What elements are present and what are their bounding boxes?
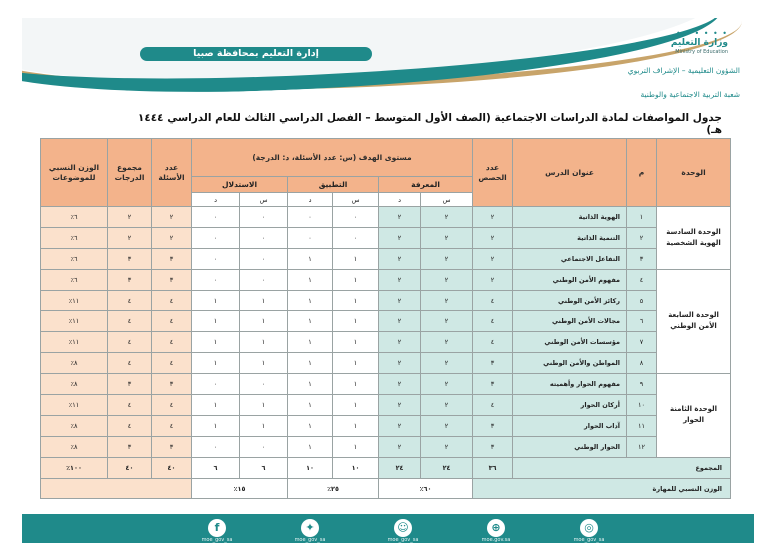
total-periods: ٣٦: [473, 457, 513, 478]
application-s-cell: ١: [333, 395, 379, 416]
lesson-number: ١٠: [627, 395, 657, 416]
weight-cell: ٨٪: [41, 374, 108, 395]
weight-cell: ٦٪: [41, 227, 108, 248]
header-weight: الوزن النسبي للموضوعات: [41, 139, 108, 207]
knowledge-s-cell: ٢: [421, 290, 473, 311]
lesson-number: ٦: [627, 311, 657, 332]
social-link[interactable]: [378, 516, 428, 543]
lesson-title: آداب الحوار: [513, 415, 627, 436]
periods-cell: ٢: [473, 248, 513, 269]
questions-cell: ٣: [152, 436, 192, 457]
facebook-icon: f: [208, 519, 226, 537]
application-s-cell: ٠: [333, 207, 379, 228]
header-reasoning: الاستدلال: [192, 177, 288, 193]
periods-cell: ٣: [473, 374, 513, 395]
questions-cell: ٤: [152, 332, 192, 353]
knowledge-s-cell: ٢: [421, 227, 473, 248]
header-num: م: [627, 139, 657, 207]
knowledge-d-cell: ٢: [379, 227, 421, 248]
total-knowledge-s: ٢٤: [421, 457, 473, 478]
social-link[interactable]: [285, 516, 335, 543]
reasoning-s-cell: ١: [240, 395, 288, 416]
reasoning-d-cell: ١: [192, 311, 240, 332]
reasoning-d-cell: ٠: [192, 436, 240, 457]
reasoning-s-cell: ١: [240, 290, 288, 311]
table-row: [41, 436, 731, 457]
lesson-title: أركان الحوار: [513, 395, 627, 416]
questions-cell: ٣: [152, 374, 192, 395]
twitter-icon: ✦: [301, 519, 319, 537]
periods-cell: ٤: [473, 395, 513, 416]
weight-cell: ٦٪: [41, 248, 108, 269]
reasoning-s-cell: ٠: [240, 374, 288, 395]
weight-cell: ٨٪: [41, 415, 108, 436]
lesson-title: مجالات الأمن الوطني: [513, 311, 627, 332]
header-knowledge: المعرفة: [379, 177, 473, 193]
knowledge-d-cell: ٢: [379, 207, 421, 228]
application-d-cell: ١: [288, 311, 333, 332]
application-d-cell: ٠: [288, 227, 333, 248]
lesson-number: ١٢: [627, 436, 657, 457]
periods-cell: ٢: [473, 269, 513, 290]
weight-cell: ١١٪: [41, 311, 108, 332]
total-application-s: ١٠: [333, 457, 379, 478]
application-s-cell: ١: [333, 415, 379, 436]
reasoning-s-cell: ١: [240, 332, 288, 353]
knowledge-d-cell: ٢: [379, 415, 421, 436]
lesson-number: ٢: [627, 227, 657, 248]
knowledge-s-cell: ٢: [421, 311, 473, 332]
header-d: د: [288, 193, 333, 207]
footer-bar: [22, 514, 754, 543]
total-marks: ٤٠: [108, 457, 152, 478]
document-page: [22, 18, 754, 543]
knowledge-s-cell: ٢: [421, 415, 473, 436]
knowledge-d-cell: ٢: [379, 436, 421, 457]
lesson-number: ٥: [627, 290, 657, 311]
reasoning-s-cell: ٠: [240, 207, 288, 228]
skill-weight-application: ٢٥٪: [288, 478, 379, 499]
unit-name: الوحدة السابعة الأمن الوطني: [657, 269, 731, 373]
lesson-title: مفهوم الحوار وأهميته: [513, 374, 627, 395]
marks-cell: ٤: [108, 311, 152, 332]
application-s-cell: ٠: [333, 227, 379, 248]
total-reasoning-s: ٦: [240, 457, 288, 478]
lesson-title: ركائز الأمن الوطني: [513, 290, 627, 311]
logo-dots-icon: • • • • • •: [675, 29, 728, 38]
weight-cell: ١١٪: [41, 332, 108, 353]
table-row: [41, 332, 731, 353]
periods-cell: ٣: [473, 436, 513, 457]
unit-name: الوحدة السادسة الهوية الشخصية: [657, 207, 731, 270]
marks-cell: ٤: [108, 353, 152, 374]
weight-cell: ١١٪: [41, 290, 108, 311]
application-s-cell: ١: [333, 248, 379, 269]
lesson-number: ١: [627, 207, 657, 228]
knowledge-s-cell: ٢: [421, 269, 473, 290]
questions-cell: ٤: [152, 395, 192, 416]
questions-cell: ٣: [152, 248, 192, 269]
lesson-title: التنمية الذاتية: [513, 227, 627, 248]
questions-cell: ٤: [152, 290, 192, 311]
lesson-number: ٤: [627, 269, 657, 290]
table-row: [41, 290, 731, 311]
header-s: س: [240, 193, 288, 207]
weight-cell: ٦٪: [41, 269, 108, 290]
knowledge-d-cell: ٢: [379, 332, 421, 353]
table-row: [41, 353, 731, 374]
application-s-cell: ١: [333, 353, 379, 374]
weight-cell: ٦٪: [41, 207, 108, 228]
total-questions: ٤٠: [152, 457, 192, 478]
reasoning-d-cell: ١: [192, 415, 240, 436]
skill-weight-label: الوزن النسبي للمهارة: [473, 478, 731, 499]
reasoning-d-cell: ٠: [192, 269, 240, 290]
skill-weight-blank: [41, 478, 192, 499]
questions-cell: ٢: [152, 207, 192, 228]
header-target-level: مستوى الهدف (س: عدد الأسئلة، د: الدرجة): [192, 139, 473, 177]
periods-cell: ٤: [473, 332, 513, 353]
table-row: [41, 269, 731, 290]
lesson-title: الحوار الوطني: [513, 436, 627, 457]
social-handle: moe_gov_sa: [573, 537, 605, 543]
lesson-number: ٨: [627, 353, 657, 374]
application-d-cell: ١: [288, 332, 333, 353]
weight-cell: ٨٪: [41, 436, 108, 457]
table-row: [41, 395, 731, 416]
knowledge-d-cell: ٢: [379, 311, 421, 332]
header-questions: عدد الأسئلة: [152, 139, 192, 207]
application-d-cell: ١: [288, 436, 333, 457]
knowledge-d-cell: ٢: [379, 353, 421, 374]
social-handle: moe_gov_sa: [201, 537, 233, 543]
reasoning-d-cell: ١: [192, 332, 240, 353]
table-row: [41, 207, 731, 228]
reasoning-d-cell: ٠: [192, 248, 240, 269]
globe-icon: ⊕: [487, 519, 505, 537]
knowledge-s-cell: ٢: [421, 332, 473, 353]
reasoning-s-cell: ١: [240, 311, 288, 332]
reasoning-d-cell: ٠: [192, 374, 240, 395]
knowledge-s-cell: ٢: [421, 436, 473, 457]
lesson-number: ٣: [627, 248, 657, 269]
reasoning-s-cell: ١: [240, 415, 288, 436]
lesson-title: مفهوم الأمن الوطني: [513, 269, 627, 290]
header-periods: عدد الحصص: [473, 139, 513, 207]
application-d-cell: ١: [288, 248, 333, 269]
affiliation-line-2: شعبة التربية الاجتماعية والوطنية: [640, 90, 740, 99]
reasoning-s-cell: ٠: [240, 227, 288, 248]
social-link[interactable]: [192, 516, 242, 543]
reasoning-d-cell: ١: [192, 395, 240, 416]
marks-cell: ٣: [108, 248, 152, 269]
lesson-title: الهوية الذاتية: [513, 207, 627, 228]
lesson-title: مؤسسات الأمن الوطني: [513, 332, 627, 353]
table-row: [41, 374, 731, 395]
application-d-cell: ١: [288, 353, 333, 374]
reasoning-d-cell: ٠: [192, 207, 240, 228]
social-handle: moe.gov.sa: [481, 537, 511, 543]
specification-table: [40, 138, 731, 499]
social-link[interactable]: [564, 516, 614, 543]
total-label: المجموع: [513, 457, 731, 478]
document-title: جدول المواصفات لمادة الدراسات الاجتماعية (الصف الأول المتوسط – الفصل الدراسي الثالث للعام الدراسي ١٤٤٤ هـ): [137, 112, 722, 136]
questions-cell: ٣: [152, 269, 192, 290]
skill-weight-row: [41, 478, 731, 499]
header-d: د: [192, 193, 240, 207]
snapchat-icon: ☺: [394, 519, 412, 537]
application-d-cell: ١: [288, 269, 333, 290]
reasoning-d-cell: ٠: [192, 227, 240, 248]
marks-cell: ٣: [108, 269, 152, 290]
reasoning-s-cell: ٠: [240, 248, 288, 269]
directorate-banner: إدارة التعليم بمحافظة صبيا: [140, 47, 372, 61]
periods-cell: ٣: [473, 353, 513, 374]
affiliation-line-1: الشؤون التعليمية – الإشراف التربوي: [627, 66, 740, 75]
total-row: [41, 457, 731, 478]
application-d-cell: ١: [288, 290, 333, 311]
social-handle: moe_gov_sa: [294, 537, 326, 543]
reasoning-d-cell: ١: [192, 353, 240, 374]
weight-cell: ١١٪: [41, 395, 108, 416]
lesson-number: ١١: [627, 415, 657, 436]
skill-weight-knowledge: ٦٠٪: [379, 478, 473, 499]
application-s-cell: ١: [333, 311, 379, 332]
marks-cell: ٣: [108, 374, 152, 395]
periods-cell: ٤: [473, 290, 513, 311]
reasoning-d-cell: ١: [192, 290, 240, 311]
ministry-name: وزارة التعليم: [670, 38, 728, 48]
application-s-cell: ١: [333, 374, 379, 395]
periods-cell: ٣: [473, 415, 513, 436]
knowledge-d-cell: ٢: [379, 374, 421, 395]
table-row: [41, 227, 731, 248]
lesson-number: ٧: [627, 332, 657, 353]
application-d-cell: ١: [288, 415, 333, 436]
questions-cell: ٢: [152, 227, 192, 248]
table-row: [41, 415, 731, 436]
lesson-number: ٩: [627, 374, 657, 395]
reasoning-s-cell: ٠: [240, 269, 288, 290]
knowledge-s-cell: ٢: [421, 395, 473, 416]
total-reasoning-d: ٦: [192, 457, 240, 478]
application-d-cell: ٠: [288, 207, 333, 228]
knowledge-s-cell: ٢: [421, 374, 473, 395]
ministry-sub: Ministry of Education: [675, 49, 728, 55]
knowledge-d-cell: ٢: [379, 269, 421, 290]
ministry-logo: [648, 30, 728, 60]
header-application: التطبيق: [288, 177, 379, 193]
instagram-icon: ◎: [580, 519, 598, 537]
total-knowledge-d: ٢٤: [379, 457, 421, 478]
application-d-cell: ١: [288, 374, 333, 395]
application-d-cell: ١: [288, 395, 333, 416]
skill-weight-reasoning: ١٥٪: [192, 478, 288, 499]
table-row: [41, 311, 731, 332]
marks-cell: ٤: [108, 290, 152, 311]
knowledge-s-cell: ٢: [421, 353, 473, 374]
periods-cell: ٢: [473, 227, 513, 248]
marks-cell: ٤: [108, 332, 152, 353]
application-s-cell: ١: [333, 332, 379, 353]
questions-cell: ٤: [152, 415, 192, 436]
total-weight: ١٠٠٪: [41, 457, 108, 478]
weight-cell: ٨٪: [41, 353, 108, 374]
knowledge-d-cell: ٢: [379, 248, 421, 269]
application-s-cell: ١: [333, 269, 379, 290]
social-link[interactable]: [471, 516, 521, 543]
marks-cell: ٣: [108, 436, 152, 457]
lesson-title: المواطن والأمن الوطني: [513, 353, 627, 374]
marks-cell: ٢: [108, 207, 152, 228]
header-lesson: عنوان الدرس: [513, 139, 627, 207]
knowledge-s-cell: ٢: [421, 248, 473, 269]
total-application-d: ١٠: [288, 457, 333, 478]
questions-cell: ٤: [152, 353, 192, 374]
knowledge-s-cell: ٢: [421, 207, 473, 228]
header-s: س: [333, 193, 379, 207]
table-row: [41, 248, 731, 269]
social-handle: moe_gov_sa: [387, 537, 419, 543]
marks-cell: ٢: [108, 227, 152, 248]
unit-name: الوحدة الثامنة الحوار: [657, 374, 731, 458]
application-s-cell: ١: [333, 436, 379, 457]
marks-cell: ٤: [108, 395, 152, 416]
reasoning-s-cell: ٠: [240, 436, 288, 457]
questions-cell: ٤: [152, 311, 192, 332]
knowledge-d-cell: ٢: [379, 290, 421, 311]
periods-cell: ٤: [473, 311, 513, 332]
marks-cell: ٤: [108, 415, 152, 436]
lesson-title: التفاعل الاجتماعي: [513, 248, 627, 269]
application-s-cell: ١: [333, 290, 379, 311]
header-s: س: [421, 193, 473, 207]
header-d: د: [379, 193, 421, 207]
periods-cell: ٢: [473, 207, 513, 228]
header-total-marks: مجموع الدرجات: [108, 139, 152, 207]
knowledge-d-cell: ٢: [379, 395, 421, 416]
header-unit: الوحدة: [657, 139, 731, 207]
reasoning-s-cell: ١: [240, 353, 288, 374]
